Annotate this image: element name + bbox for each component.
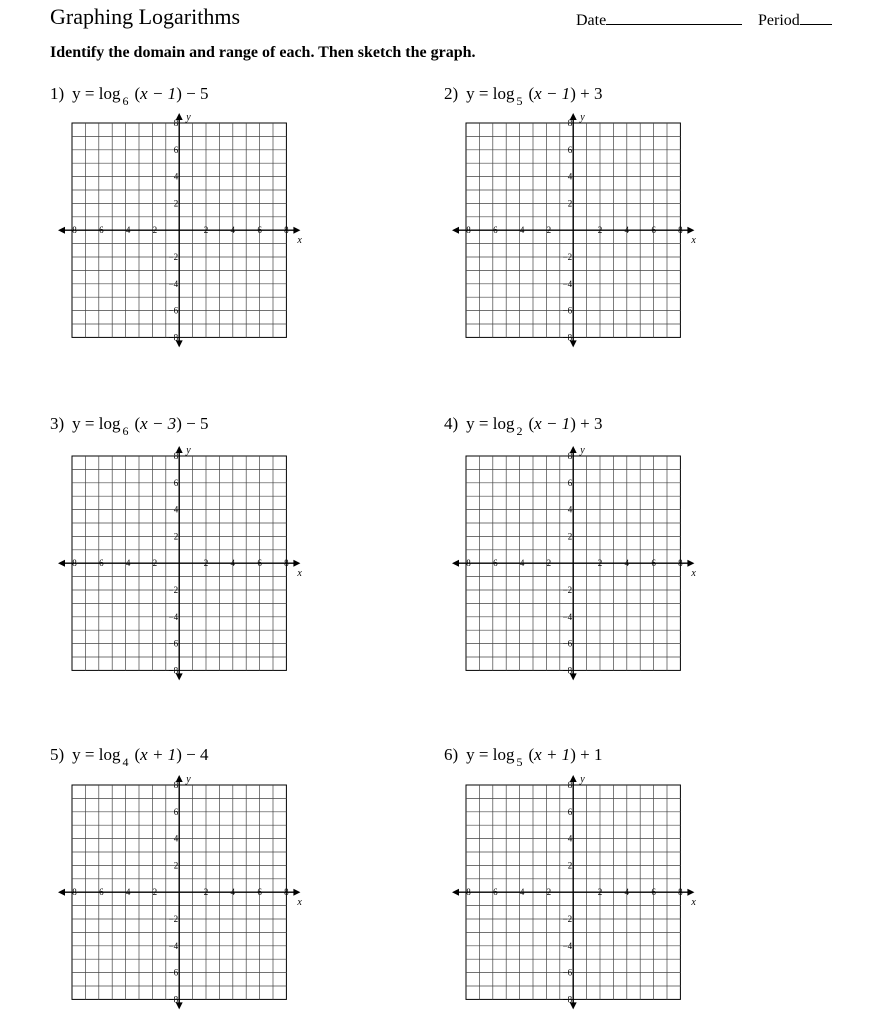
- y-tick-label: −2: [168, 585, 179, 595]
- y-tick-label: −2: [562, 914, 573, 924]
- log-base: 5: [516, 755, 523, 769]
- y-tick-label: −6: [562, 967, 573, 978]
- equation-lhs: y = log: [466, 745, 515, 764]
- equation-shift: − 4: [186, 745, 209, 764]
- y-tick-label: 8: [567, 451, 573, 461]
- x-tick-label: −2: [147, 887, 158, 898]
- x-tick-label: 2: [597, 558, 603, 569]
- y-tick-label: −8: [562, 332, 573, 343]
- x-tick-label: −4: [120, 558, 131, 569]
- x-axis-arrow-right: [293, 227, 300, 234]
- x-axis-label: x: [297, 568, 302, 580]
- y-tick-label: 6: [173, 806, 179, 817]
- x-axis-arrow-right: [293, 889, 300, 896]
- x-axis-label: x: [297, 897, 302, 909]
- x-tick-label: −4: [514, 887, 525, 898]
- x-tick-label: 8: [678, 558, 683, 569]
- paren: ): [570, 84, 576, 103]
- y-tick-label: −2: [168, 252, 179, 262]
- graph-grid-2[interactable]: [446, 113, 698, 365]
- y-tick-label: −6: [562, 305, 573, 316]
- y-axis-label: y: [580, 112, 585, 123]
- x-tick-label: −2: [147, 558, 158, 569]
- problem-4: [444, 414, 603, 438]
- x-axis-arrow-right: [293, 560, 300, 567]
- x-tick-label: −8: [67, 558, 77, 569]
- y-tick-label: −8: [168, 994, 179, 1005]
- y-tick-label: 2: [567, 531, 573, 542]
- problem-number: 5): [50, 745, 65, 764]
- x-tick-label: 6: [651, 558, 656, 569]
- log-argument: x + 1: [140, 745, 177, 764]
- y-tick-label: −6: [168, 305, 179, 316]
- y-tick-label: 8: [173, 780, 179, 790]
- x-axis-label: x: [691, 568, 696, 580]
- problem-5: [50, 745, 209, 769]
- y-tick-label: −4: [168, 940, 179, 951]
- x-tick-label: 4: [230, 558, 236, 569]
- x-tick-label: 6: [651, 887, 656, 898]
- log-base: 6: [122, 94, 129, 108]
- y-tick-label: −4: [168, 278, 179, 289]
- problem-2: [444, 84, 603, 108]
- period-blank[interactable]: [800, 10, 832, 25]
- y-tick-label: 4: [173, 171, 179, 182]
- log-argument: x − 1: [140, 84, 177, 103]
- x-axis-label: x: [297, 235, 302, 247]
- date-label: Date: [576, 12, 607, 29]
- worksheet-title: Graphing Logarithms: [50, 4, 241, 29]
- y-tick-label: −4: [562, 611, 573, 622]
- log-argument: x + 1: [534, 745, 571, 764]
- x-tick-label: −8: [461, 887, 471, 898]
- x-tick-label: −6: [94, 225, 104, 236]
- y-tick-label: −2: [168, 914, 179, 924]
- x-tick-label: 2: [597, 887, 603, 898]
- log-base: 5: [516, 94, 523, 108]
- problem-number: 2): [444, 84, 459, 103]
- x-tick-label: −8: [461, 225, 471, 236]
- y-tick-label: 8: [173, 451, 179, 461]
- problem-3: [50, 414, 209, 438]
- y-tick-label: −2: [562, 585, 573, 595]
- date-field[interactable]: [576, 10, 742, 30]
- problem-number: 1): [50, 84, 65, 103]
- paren: ): [570, 745, 576, 764]
- y-tick-label: −8: [562, 665, 573, 676]
- y-tick-label: 2: [173, 531, 179, 542]
- y-tick-label: −8: [562, 994, 573, 1005]
- problem-1: [50, 84, 209, 108]
- x-axis-arrow-left: [452, 227, 459, 234]
- equation-lhs: y = log: [466, 84, 515, 103]
- x-tick-label: −6: [94, 887, 104, 898]
- paren: ): [176, 84, 182, 103]
- x-tick-label: 4: [230, 887, 236, 898]
- x-tick-label: −2: [541, 225, 552, 236]
- x-tick-label: −8: [461, 558, 471, 569]
- log-argument: x − 3: [140, 414, 177, 433]
- paren: ): [570, 414, 576, 433]
- equation-shift: − 5: [186, 84, 209, 103]
- x-tick-label: 4: [230, 225, 236, 236]
- x-tick-label: −4: [120, 887, 131, 898]
- y-tick-label: 8: [567, 118, 573, 128]
- y-tick-label: 2: [173, 860, 179, 871]
- y-tick-label: 2: [567, 860, 573, 871]
- x-axis-arrow-left: [58, 227, 65, 234]
- x-tick-label: −4: [120, 225, 131, 236]
- paren: (: [528, 745, 535, 764]
- equation-lhs: y = log: [72, 84, 121, 103]
- y-tick-label: 4: [173, 833, 179, 844]
- y-tick-label: −4: [168, 611, 179, 622]
- problem-number: 3): [50, 414, 65, 433]
- y-tick-label: −6: [562, 638, 573, 649]
- x-axis-arrow-left: [58, 889, 65, 896]
- y-axis-label: y: [580, 774, 585, 785]
- x-tick-label: −2: [147, 225, 158, 236]
- x-tick-label: 8: [284, 225, 289, 236]
- instructions: Identify the domain and range of each. Then sketch the graph.: [50, 44, 476, 61]
- x-tick-label: 4: [624, 887, 630, 898]
- x-tick-label: −6: [488, 887, 498, 898]
- y-tick-label: −6: [168, 967, 179, 978]
- y-tick-label: 2: [567, 198, 573, 209]
- y-tick-label: −8: [168, 665, 179, 676]
- problem-number: 6): [444, 745, 459, 764]
- equation-shift: + 3: [580, 84, 603, 103]
- x-axis-arrow-right: [687, 889, 694, 896]
- y-tick-label: 2: [173, 198, 179, 209]
- equation-lhs: y = log: [466, 414, 515, 433]
- equation-shift: + 1: [580, 745, 603, 764]
- y-tick-label: 6: [567, 477, 573, 488]
- graph-grid-4[interactable]: [446, 446, 698, 698]
- y-tick-label: 8: [173, 118, 179, 128]
- x-tick-label: 4: [624, 225, 630, 236]
- x-tick-label: −6: [488, 225, 498, 236]
- x-tick-label: −8: [67, 225, 77, 236]
- graph-grid-1[interactable]: [52, 113, 304, 365]
- x-tick-label: 6: [257, 558, 262, 569]
- x-tick-label: 8: [678, 887, 683, 898]
- x-tick-label: −2: [541, 887, 552, 898]
- x-tick-label: −6: [488, 558, 498, 569]
- paren: (: [134, 414, 141, 433]
- graph-grid-3[interactable]: [52, 446, 304, 698]
- y-tick-label: 4: [567, 833, 573, 844]
- paren: ): [176, 414, 182, 433]
- x-axis-arrow-right: [687, 227, 694, 234]
- x-tick-label: 2: [203, 225, 209, 236]
- y-tick-label: 4: [567, 171, 573, 182]
- log-argument: x − 1: [534, 414, 571, 433]
- x-tick-label: −4: [514, 225, 525, 236]
- x-axis-label: x: [691, 235, 696, 247]
- y-tick-label: −8: [168, 332, 179, 343]
- equation-lhs: y = log: [72, 414, 121, 433]
- y-axis-label: y: [186, 445, 191, 456]
- paren: (: [528, 414, 535, 433]
- x-tick-label: 8: [678, 225, 683, 236]
- equation-lhs: y = log: [72, 745, 121, 764]
- x-tick-label: −6: [94, 558, 104, 569]
- y-tick-label: 6: [567, 806, 573, 817]
- period-label: Period: [758, 12, 800, 29]
- x-axis-arrow-left: [452, 889, 459, 896]
- x-tick-label: 2: [597, 225, 603, 236]
- y-axis-label: y: [186, 774, 191, 785]
- graph-grid-6[interactable]: [446, 775, 698, 1027]
- paren: (: [134, 745, 141, 764]
- x-tick-label: 2: [203, 887, 209, 898]
- log-base: 6: [122, 424, 129, 438]
- y-tick-label: −4: [562, 940, 573, 951]
- x-axis-arrow-left: [452, 560, 459, 567]
- x-tick-label: 4: [624, 558, 630, 569]
- x-axis-arrow-right: [687, 560, 694, 567]
- x-tick-label: 2: [203, 558, 209, 569]
- y-tick-label: −6: [168, 638, 179, 649]
- paren: ): [176, 745, 182, 764]
- x-axis-arrow-left: [58, 560, 65, 567]
- y-tick-label: 8: [567, 780, 573, 790]
- y-tick-label: 6: [567, 144, 573, 155]
- x-axis-label: x: [691, 897, 696, 909]
- x-tick-label: −4: [514, 558, 525, 569]
- y-tick-label: 4: [567, 504, 573, 515]
- paren: (: [134, 84, 141, 103]
- log-argument: x − 1: [534, 84, 571, 103]
- x-tick-label: 8: [284, 558, 289, 569]
- y-tick-label: −2: [562, 252, 573, 262]
- log-base: 4: [122, 755, 129, 769]
- period-field[interactable]: [758, 10, 832, 30]
- x-tick-label: −2: [541, 558, 552, 569]
- x-tick-label: 6: [257, 225, 262, 236]
- graph-grid-5[interactable]: [52, 775, 304, 1027]
- x-tick-label: −8: [67, 887, 77, 898]
- y-axis-label: y: [580, 445, 585, 456]
- y-axis-label: y: [186, 112, 191, 123]
- y-tick-label: −4: [562, 278, 573, 289]
- date-blank[interactable]: [606, 10, 742, 25]
- x-tick-label: 6: [257, 887, 262, 898]
- problem-6: [444, 745, 603, 769]
- log-base: 2: [516, 424, 523, 438]
- equation-shift: − 5: [186, 414, 209, 433]
- y-tick-label: 6: [173, 144, 179, 155]
- x-tick-label: 8: [284, 887, 289, 898]
- y-tick-label: 6: [173, 477, 179, 488]
- problem-number: 4): [444, 414, 459, 433]
- paren: (: [528, 84, 535, 103]
- equation-shift: + 3: [580, 414, 603, 433]
- x-tick-label: 6: [651, 225, 656, 236]
- y-tick-label: 4: [173, 504, 179, 515]
